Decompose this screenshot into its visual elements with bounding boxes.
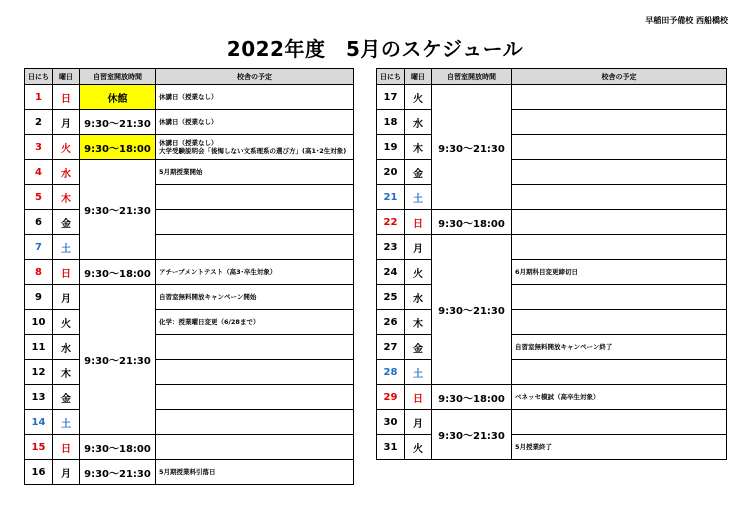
header-study-room-hours: 自習室開放時間 [432, 69, 512, 85]
header-school-schedule: 校舎の予定 [512, 69, 727, 85]
event-text: 5月授業終了 [515, 442, 553, 451]
date-cell: 25 [377, 285, 405, 310]
date-cell: 7 [25, 235, 53, 260]
school-event-cell [512, 435, 727, 460]
school-event-cell [512, 135, 727, 160]
date-cell: 16 [25, 460, 53, 485]
header-school-schedule: 校舎の予定 [156, 69, 354, 85]
schedule-row [25, 85, 354, 110]
weekday-cell: 火 [405, 85, 432, 110]
schedule-row [377, 435, 727, 460]
weekday-cell: 火 [405, 435, 432, 460]
schedule-row [377, 210, 727, 235]
header-weekday: 曜日 [53, 69, 80, 85]
page-title: 2022年度 5月のスケジュール [226, 37, 524, 61]
event-text: 自習室無料開放キャンペーン開始 [159, 292, 257, 301]
study-room-hours-cell: 9:30～21:30 [80, 460, 156, 485]
date-cell: 1 [25, 85, 53, 110]
weekday-cell: 火 [53, 135, 80, 160]
header-date: 日にち [25, 69, 53, 85]
date-cell: 30 [377, 410, 405, 435]
school-event-cell [156, 285, 354, 310]
date-cell: 9 [25, 285, 53, 310]
school-event-cell [512, 260, 727, 285]
date-cell: 23 [377, 235, 405, 260]
date-cell: 12 [25, 360, 53, 385]
school-event-cell [156, 110, 354, 135]
weekday-cell: 金 [53, 385, 80, 410]
school-event-cell [156, 435, 354, 460]
schedule-row [25, 435, 354, 460]
event-text: 5月期授業開始 [159, 167, 203, 176]
weekday-cell: 月 [53, 460, 80, 485]
schedule-row [25, 260, 354, 285]
schedule-table-right [376, 68, 727, 460]
schedule-row [25, 135, 354, 160]
weekday-cell: 日 [53, 435, 80, 460]
date-cell: 19 [377, 135, 405, 160]
date-cell: 2 [25, 110, 53, 135]
schedule-row [25, 285, 354, 310]
date-cell: 21 [377, 185, 405, 210]
date-cell: 29 [377, 385, 405, 410]
weekday-cell: 木 [53, 360, 80, 385]
school-event-cell [156, 185, 354, 210]
school-event-cell [512, 85, 727, 110]
weekday-cell: 日 [405, 385, 432, 410]
date-cell: 14 [25, 410, 53, 435]
event-text: 6月期科目変更締切日 [515, 267, 579, 276]
date-cell: 6 [25, 210, 53, 235]
schedule-row [25, 235, 354, 260]
schedule-row [25, 310, 354, 335]
weekday-cell: 日 [53, 260, 80, 285]
event-text: 休講日（授業なし） [159, 117, 218, 126]
study-room-hours-cell: 9:30～18:00 [80, 435, 156, 460]
event-text: 化学：授業曜日変更（6/28まで） [159, 317, 260, 326]
event-text: 休講日（授業なし） [159, 138, 218, 147]
date-cell: 18 [377, 110, 405, 135]
schedule-row [377, 185, 727, 210]
date-cell: 22 [377, 210, 405, 235]
school-event-cell [512, 385, 727, 410]
date-cell: 28 [377, 360, 405, 385]
event-text: 休講日（授業なし） [159, 92, 218, 101]
weekday-cell: 火 [53, 310, 80, 335]
date-cell: 27 [377, 335, 405, 360]
school-event-cell [156, 310, 354, 335]
schedule-row [377, 335, 727, 360]
schedule-row [25, 110, 354, 135]
date-cell: 8 [25, 260, 53, 285]
study-room-hours-cell: 9:30～21:30 [80, 110, 156, 135]
weekday-cell: 水 [405, 285, 432, 310]
school-event-cell [512, 335, 727, 360]
study-room-hours-cell: 9:30～21:30 [80, 285, 156, 435]
event-text: ベネッセ模試（高卒生対象） [515, 392, 600, 401]
weekday-cell: 金 [53, 210, 80, 235]
date-cell: 11 [25, 335, 53, 360]
weekday-cell: 土 [405, 360, 432, 385]
date-cell: 4 [25, 160, 53, 185]
school-event-cell [156, 460, 354, 485]
weekday-cell: 月 [405, 235, 432, 260]
study-room-hours-cell: 休館 [80, 85, 156, 110]
schedule-row [377, 160, 727, 185]
schedule-row [377, 410, 727, 435]
date-cell: 10 [25, 310, 53, 335]
weekday-cell: 金 [405, 335, 432, 360]
schedule-row [377, 110, 727, 135]
school-event-cell [156, 135, 354, 160]
weekday-cell: 木 [53, 185, 80, 210]
weekday-cell: 日 [405, 210, 432, 235]
weekday-cell: 木 [405, 135, 432, 160]
weekday-cell: 土 [53, 235, 80, 260]
weekday-cell: 日 [53, 85, 80, 110]
schedule-row [25, 160, 354, 185]
schedule-row [377, 260, 727, 285]
school-event-cell [156, 160, 354, 185]
event-text: 自習室無料開放キャンペーン終了 [515, 342, 613, 351]
study-room-hours-cell: 9:30～21:30 [80, 160, 156, 260]
header-date: 日にち [377, 69, 405, 85]
school-event-cell [156, 385, 354, 410]
school-event-cell [156, 335, 354, 360]
schedule-row [25, 185, 354, 210]
school-event-cell [512, 360, 727, 385]
date-cell: 26 [377, 310, 405, 335]
schedule-row [25, 410, 354, 435]
event-text: アチーブメントテスト（高3･卒生対象） [159, 267, 277, 276]
school-event-cell [156, 260, 354, 285]
school-event-cell [512, 235, 727, 260]
weekday-cell: 木 [405, 310, 432, 335]
date-cell: 20 [377, 160, 405, 185]
weekday-cell: 金 [405, 160, 432, 185]
study-room-hours-cell: 9:30～21:30 [432, 85, 512, 210]
schedule-table-left [24, 68, 354, 485]
date-cell: 13 [25, 385, 53, 410]
schedule-row [25, 360, 354, 385]
weekday-cell: 月 [405, 410, 432, 435]
school-event-cell [156, 410, 354, 435]
school-event-cell [512, 210, 727, 235]
school-name: 早稲田予備校 西船橋校 [645, 16, 728, 25]
weekday-cell: 土 [405, 185, 432, 210]
weekday-cell: 水 [53, 160, 80, 185]
study-room-hours-cell: 9:30～21:30 [432, 235, 512, 385]
weekday-cell: 月 [53, 285, 80, 310]
weekday-cell: 水 [53, 335, 80, 360]
schedule-row [377, 385, 727, 410]
study-room-hours-cell: 9:30～18:00 [432, 210, 512, 235]
school-event-cell [512, 410, 727, 435]
school-event-cell [512, 185, 727, 210]
schedule-row [377, 310, 727, 335]
study-room-hours-cell: 9:30～18:00 [432, 385, 512, 410]
schedule-row [377, 360, 727, 385]
schedule-row [25, 335, 354, 360]
schedule-row [25, 460, 354, 485]
event-text: 5月期授業料引落日 [159, 467, 216, 476]
date-cell: 3 [25, 135, 53, 160]
date-cell: 15 [25, 435, 53, 460]
schedule-row [25, 210, 354, 235]
header-weekday: 曜日 [405, 69, 432, 85]
school-event-cell [156, 235, 354, 260]
date-cell: 17 [377, 85, 405, 110]
header-study-room-hours: 自習室開放時間 [80, 69, 156, 85]
date-cell: 31 [377, 435, 405, 460]
schedule-row [377, 235, 727, 260]
schedule-row [377, 135, 727, 160]
school-event-cell [512, 110, 727, 135]
event-text: 大学受験説明会「後悔しない文系理系の選び方」(高1･2生対象) [159, 147, 347, 155]
school-event-cell [156, 210, 354, 235]
school-event-cell [512, 160, 727, 185]
study-room-hours-cell: 9:30～21:30 [432, 410, 512, 460]
school-event-cell [156, 360, 354, 385]
school-event-cell [512, 285, 727, 310]
weekday-cell: 水 [405, 110, 432, 135]
weekday-cell: 火 [405, 260, 432, 285]
weekday-cell: 土 [53, 410, 80, 435]
school-event-cell [512, 310, 727, 335]
date-cell: 24 [377, 260, 405, 285]
study-room-hours-cell: 9:30～18:00 [80, 260, 156, 285]
school-event-cell [156, 85, 354, 110]
study-room-hours-cell: 9:30～18:00 [80, 135, 156, 160]
date-cell: 5 [25, 185, 53, 210]
schedule-row [25, 385, 354, 410]
schedule-row [377, 85, 727, 110]
schedule-row [377, 285, 727, 310]
weekday-cell: 月 [53, 110, 80, 135]
